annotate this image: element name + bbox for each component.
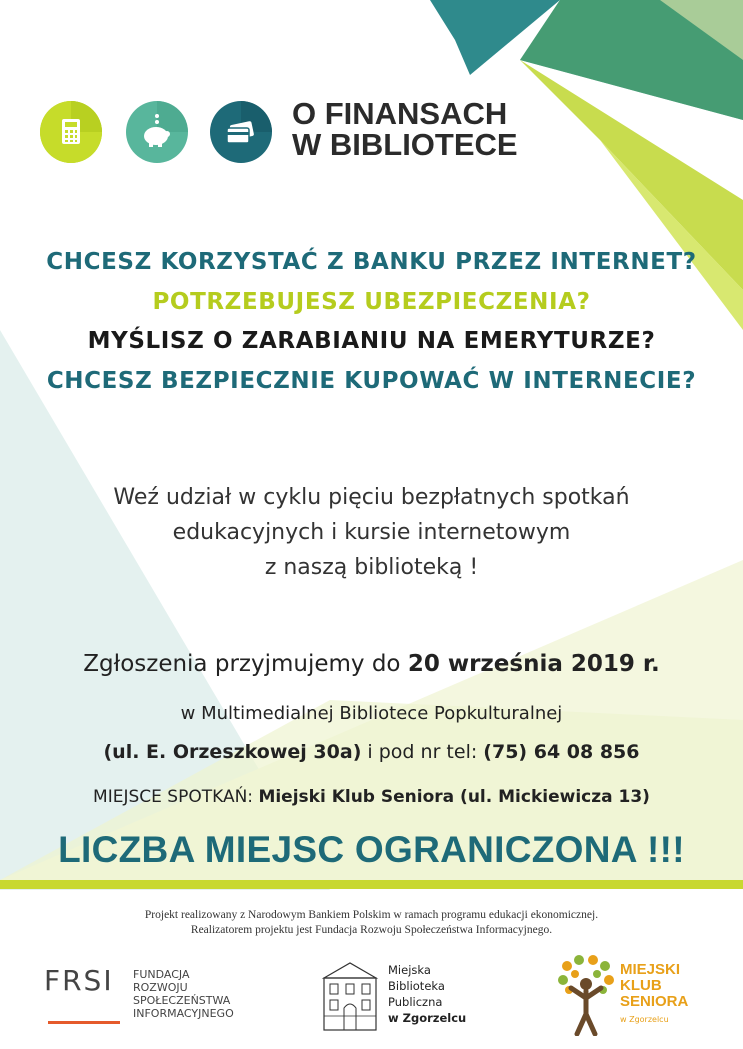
page-title xyxy=(292,98,518,160)
klub-name-line: KLUB xyxy=(620,977,662,994)
frsi-name-line: SPOŁECZEŃSTWA xyxy=(133,994,231,1007)
phone-prefix: i pod nr tel: xyxy=(361,741,484,763)
address: (ul. E. Orzeszkowej 30a) xyxy=(103,741,362,763)
meeting-venue xyxy=(0,787,743,807)
footer-divider xyxy=(0,880,743,889)
credits-line-1: Projekt realizowany z Narodowym Bankiem Polskim w ramach programu edukacji ekonomicznej. xyxy=(144,909,599,921)
frsi-name-line: FUNDACJA xyxy=(133,968,190,981)
credits xyxy=(0,908,743,938)
question-1: CHCESZ KORZYSTAĆ Z BANKU PRZEZ INTERNET? xyxy=(46,249,697,275)
library-name-line: Miejska xyxy=(388,963,431,977)
registration-place: w Multimedialnej Bibliotece Popkulturalnej xyxy=(180,703,563,724)
klub-name-line: SENIORA xyxy=(620,993,689,1010)
limited-seats-notice: LICZBA MIEJSC OGRANICZONA !!! xyxy=(58,829,685,870)
frsi-name-line: INFORMACYJNEGO xyxy=(133,1007,234,1020)
credit-card-icon xyxy=(210,101,272,163)
frsi-logo-name xyxy=(133,968,234,1020)
library-name-line: w Zgorzelcu xyxy=(388,1011,467,1025)
registration-deadline xyxy=(0,651,743,677)
library-logo-name xyxy=(388,962,466,1026)
question-2: POTRZEBUJESZ UBEZPIECZENIA? xyxy=(152,289,591,315)
seniors-club-logo-subtitle: w Zgorzelcu xyxy=(620,1015,669,1024)
title-line-1: O FINANSACH xyxy=(292,96,508,131)
library-building-icon xyxy=(320,960,380,1032)
calculator-icon xyxy=(40,101,102,163)
library-name-line: Publiczna xyxy=(388,995,443,1009)
seniors-club-logo-name xyxy=(620,962,688,1010)
registration-address xyxy=(0,741,743,763)
frsi-logo-bar xyxy=(48,1021,120,1024)
credits-line-2: Realizatorem projektu jest Fundacja Rozwoju Społeczeństwa Informacyjnego. xyxy=(190,924,553,936)
seniors-club-tree-icon xyxy=(555,954,617,1036)
library-name-line: Biblioteka xyxy=(388,979,445,993)
klub-name-line: MIEJSKI xyxy=(620,961,681,978)
title-line-2: W BIBLIOTECE xyxy=(292,127,518,162)
venue-name: Miejski Klub Seniora (ul. Mickiewicza 13) xyxy=(258,787,650,807)
invitation-text xyxy=(0,480,743,585)
frsi-name-line: ROZWOJU xyxy=(133,981,188,994)
deadline-date: 20 września 2019 r. xyxy=(407,651,660,677)
question-4: CHCESZ BEZPIECZNIE KUPOWAĆ W INTERNECIE? xyxy=(46,368,697,394)
frsi-logo-mark: FRSI xyxy=(44,964,114,997)
phone-number: (75) 64 08 856 xyxy=(483,741,640,763)
deadline-prefix: Zgłoszenia przyjmujemy do xyxy=(83,651,408,677)
piggy-bank-icon xyxy=(126,101,188,163)
invitation-line-1: Weź udział w cyklu pięciu bezpłatnych spotkań xyxy=(113,485,630,510)
invitation-line-3: z naszą biblioteką ! xyxy=(264,555,479,580)
venue-label: MIEJSCE SPOTKAŃ: xyxy=(93,787,259,807)
invitation-line-2: edukacyjnych i kursie internetowym xyxy=(172,520,571,545)
question-3: MYŚLISZ O ZARABIANIU NA EMERYTURZE? xyxy=(87,328,656,354)
